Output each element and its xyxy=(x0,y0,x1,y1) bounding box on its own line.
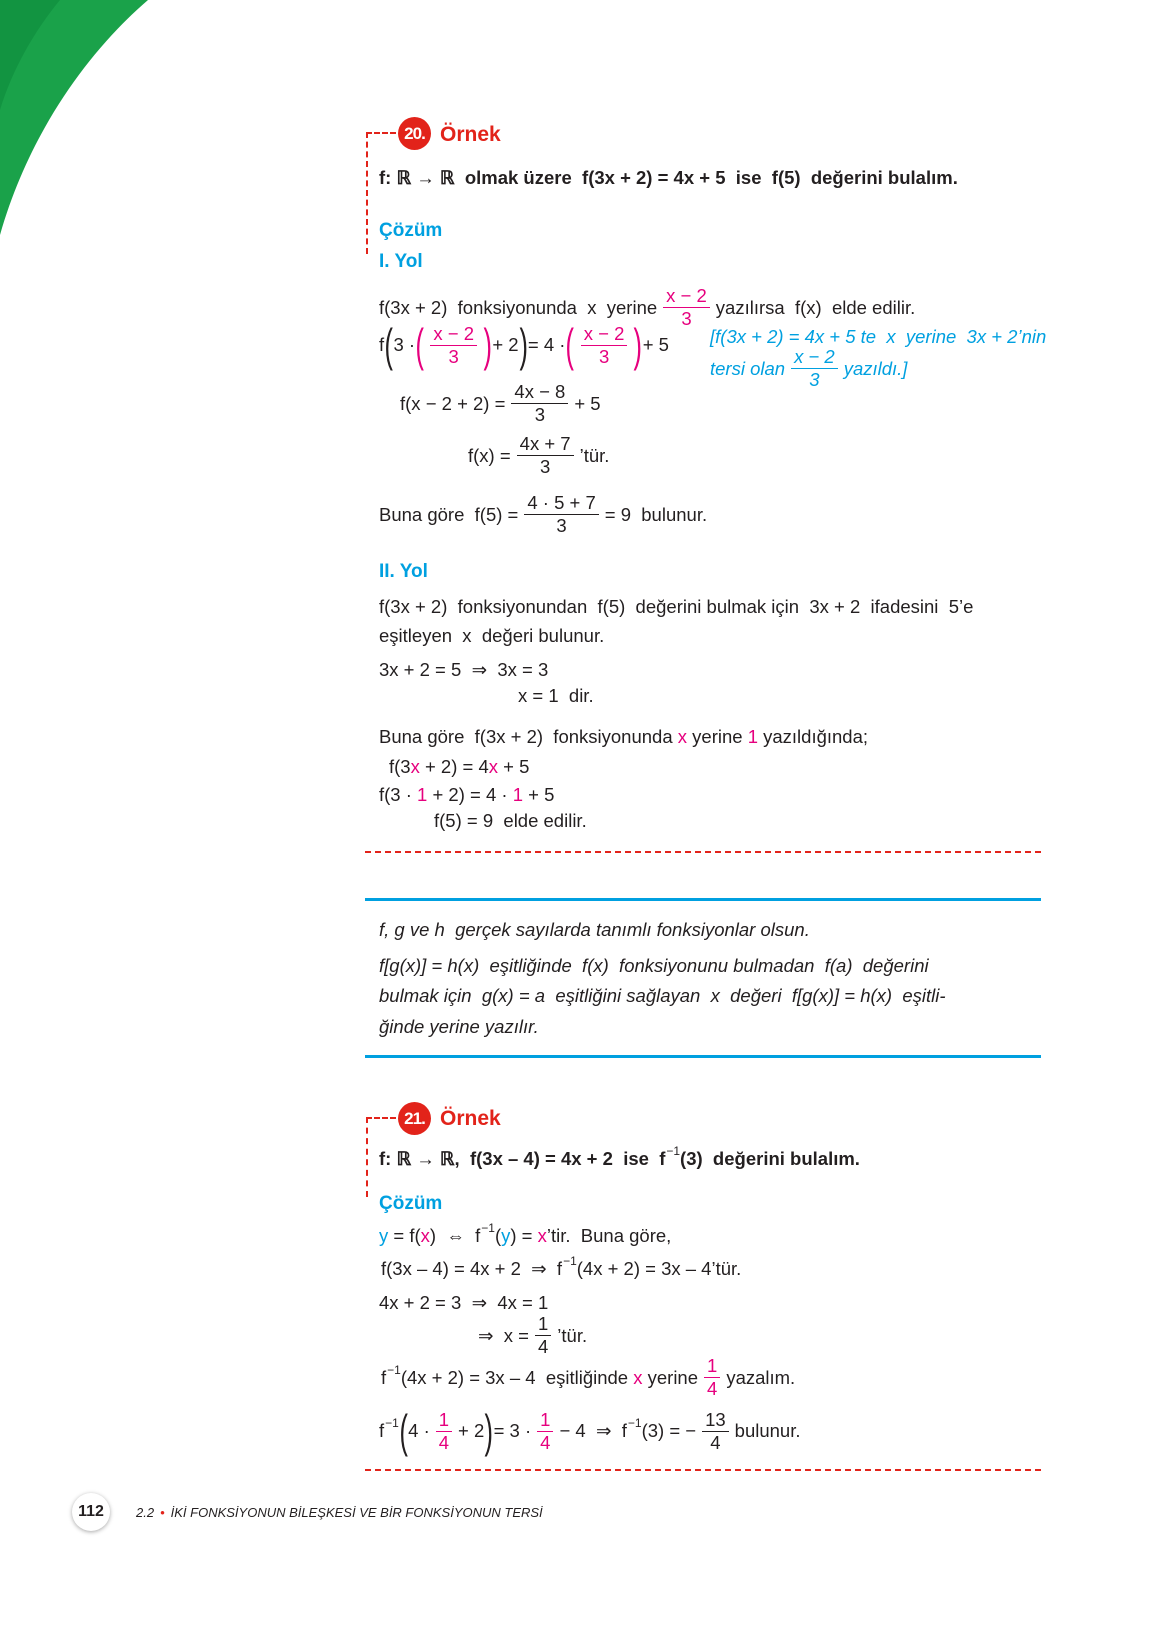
math-text: bulunur. xyxy=(734,1420,801,1441)
fraction xyxy=(663,285,710,330)
highlighted-variable: x xyxy=(488,756,498,777)
solution-line xyxy=(381,1254,742,1281)
blue-text: y xyxy=(501,1225,511,1246)
numerator: x − 2 xyxy=(663,285,710,308)
way-2-label: II. Yol xyxy=(379,561,428,582)
blue-text: yazıldı.] xyxy=(843,357,908,379)
example-bracket-side xyxy=(366,1117,368,1197)
solution-line xyxy=(379,1405,801,1457)
large-parenthesis: ) xyxy=(483,319,492,371)
solution-line xyxy=(379,1221,672,1248)
green-corner-decoration xyxy=(0,0,160,240)
math-text: ğinde yerine yazılır. xyxy=(379,1016,539,1037)
example-bracket-side xyxy=(366,132,368,254)
blue-text: tersi olan xyxy=(710,357,786,379)
math-text: f(x) = xyxy=(468,444,511,466)
math-text: ’tür. xyxy=(579,444,610,466)
bullet-icon: • xyxy=(160,1505,165,1520)
denominator: 3 xyxy=(534,404,546,425)
solution-line xyxy=(434,809,587,833)
math-text: f, g ve h gerçek sayılarda tanımlı fonksiyonlar olsun. xyxy=(379,919,810,940)
example-title: Örnek xyxy=(440,1107,501,1130)
math-text: f xyxy=(379,1420,385,1441)
numerator: 4 · 5 + 7 xyxy=(524,492,598,515)
fraction xyxy=(791,346,838,391)
math-text: x = 1 dir. xyxy=(518,685,594,706)
large-parenthesis: ( xyxy=(384,319,394,371)
numerator: 1 xyxy=(704,1355,720,1378)
highlighted-variable: x xyxy=(633,1366,643,1388)
way-1-label: I. Yol xyxy=(379,251,423,272)
superscript: −1 xyxy=(385,1416,399,1430)
math-text: yerine xyxy=(687,726,748,747)
math-text: = 4 · xyxy=(527,334,566,355)
math-text: (4x + 2) = 3x – 4 eşitliğinde xyxy=(400,1366,634,1388)
denominator: 4 xyxy=(710,1431,721,1453)
superscript: −1 xyxy=(563,1254,577,1268)
math-text: yazılırsa f(x) elde edilir. xyxy=(715,296,916,318)
highlighted-variable: 1 xyxy=(417,784,428,805)
math-text: + 2) = 4 xyxy=(419,756,489,777)
blue-text: y xyxy=(379,1225,389,1246)
solution-line xyxy=(379,725,868,749)
large-parenthesis: ) xyxy=(633,319,643,371)
math-text: − 4 ⇒ f xyxy=(559,1420,627,1441)
solution-line xyxy=(478,1313,587,1358)
math-text: + 2) = 4 · xyxy=(427,784,513,805)
numerator: 1 xyxy=(537,1409,553,1432)
solution-line xyxy=(468,433,609,478)
numerator: 4x + 7 xyxy=(517,433,574,456)
math-text: (4x + 2) = 3x – 4’tür. xyxy=(576,1258,742,1279)
math-text: f[g(x)] = h(x) eşitliğinde f(x) fonksiyonunu bulmadan f(a) değerini xyxy=(379,955,929,976)
solution-line xyxy=(518,684,594,708)
fraction xyxy=(430,323,477,368)
fraction xyxy=(581,323,628,368)
solution-label: Çözüm xyxy=(379,220,443,241)
math-text: yazalım. xyxy=(726,1366,796,1388)
math-text: f(3x + 2) fonksiyonundan f(5) değerini bulmak için 3x + 2 ifadesini 5’e xyxy=(379,596,974,617)
fraction xyxy=(537,1409,553,1454)
solution-line xyxy=(379,783,554,807)
solution-line xyxy=(379,624,604,648)
section-number: 2.2 xyxy=(136,1505,155,1520)
numerator: x − 2 xyxy=(430,323,477,346)
math-text: yazıldığında; xyxy=(757,726,869,747)
chapter-footer xyxy=(136,1505,543,1520)
info-box-top-border xyxy=(365,898,1041,901)
info-line xyxy=(379,954,929,978)
math-text: (3) = − xyxy=(641,1420,697,1441)
math-text: yerine xyxy=(642,1366,699,1388)
math-text: = f( xyxy=(388,1225,421,1246)
example-problem xyxy=(379,166,958,190)
large-parenthesis: ( xyxy=(565,319,575,371)
example-number-badge: 20. xyxy=(398,117,431,150)
blue-text: [f(3x + 2) = 4x + 5 te x yerine 3x + 2’nin xyxy=(710,326,1047,347)
large-parenthesis: ) xyxy=(484,1405,494,1457)
math-text: ’tir. Buna göre, xyxy=(546,1225,672,1246)
bold-text: f: ℝ → ℝ, f(3x – 4) = 4x + 2 ise f xyxy=(379,1148,666,1169)
denominator: 3 xyxy=(598,345,610,367)
math-text: ) = xyxy=(510,1225,538,1246)
math-text: Buna göre f(3x + 2) fonksiyonunda xyxy=(379,726,678,747)
numerator: 1 xyxy=(535,1313,551,1336)
fraction xyxy=(702,1409,729,1454)
info-box-bottom-border xyxy=(365,1055,1041,1058)
math-text: 3 · xyxy=(393,334,416,355)
fraction xyxy=(535,1313,551,1358)
fraction xyxy=(704,1355,720,1400)
math-text: 4 · xyxy=(408,1420,430,1441)
denominator: 3 xyxy=(556,515,567,536)
math-text: f(5) = 9 elde edilir. xyxy=(434,810,587,831)
info-line xyxy=(379,984,946,1008)
math-text: 4x + 2 = 3 ⇒ 4x = 1 xyxy=(379,1292,549,1313)
solution-line xyxy=(381,1355,795,1400)
math-text: 3x + 2 = 5 ⇒ 3x = 3 xyxy=(379,659,549,680)
math-text: f xyxy=(381,1366,387,1388)
math-text: + 5 xyxy=(642,334,669,355)
note-line xyxy=(710,346,907,391)
fraction xyxy=(436,1409,452,1454)
math-text: = 9 bulunur. xyxy=(604,503,708,525)
numerator: x − 2 xyxy=(581,323,628,346)
numerator: x − 2 xyxy=(791,346,838,369)
math-text: Buna göre f(5) = xyxy=(379,503,519,525)
math-text: + 2 xyxy=(492,334,519,355)
info-line xyxy=(379,1015,539,1039)
math-text: + 5 xyxy=(498,756,530,777)
example-bracket-top xyxy=(366,132,396,134)
highlighted-variable: x xyxy=(410,756,420,777)
highlighted-variable: x xyxy=(420,1225,430,1246)
numerator: 13 xyxy=(702,1409,729,1432)
solution-label: Çözüm xyxy=(379,1193,443,1214)
numerator: 1 xyxy=(436,1409,452,1432)
denominator: 4 xyxy=(707,1378,718,1399)
math-text: f(3x + 2) fonksiyonunda x yerine xyxy=(379,296,658,318)
math-text: f xyxy=(379,334,385,355)
math-text: ’tür. xyxy=(557,1324,588,1346)
example-title: Örnek xyxy=(440,123,501,146)
bold-text: f: ℝ → ℝ olmak üzere f(3x + 2) = 4x + 5 ise f(5) değerini bulalım. xyxy=(379,167,958,188)
superscript: −1 xyxy=(666,1144,681,1158)
fraction xyxy=(511,381,568,426)
superscript: −1 xyxy=(481,1221,495,1235)
denominator: 3 xyxy=(539,456,551,477)
divider xyxy=(365,851,1041,853)
denominator: 3 xyxy=(809,369,820,390)
math-text: bulmak için g(x) = a eşitliğini sağlayan x değeri f[g(x)] = h(x) eşitli- xyxy=(379,985,946,1006)
math-text: f(3 · xyxy=(379,784,418,805)
denominator: 4 xyxy=(438,1431,450,1453)
large-parenthesis: ( xyxy=(415,319,424,371)
denominator: 3 xyxy=(681,308,692,329)
math-text: = 3 · xyxy=(493,1420,532,1441)
math-text: f(3x – 4) = 4x + 2 ⇒ f xyxy=(381,1258,563,1279)
solution-line xyxy=(379,658,548,682)
fraction xyxy=(517,433,574,478)
chapter-title: İKİ FONKSİYONUN BİLEŞKESİ VE BİR FONKSİYONUN TERSİ xyxy=(170,1505,543,1520)
fraction xyxy=(524,492,598,537)
divider xyxy=(365,1469,1041,1471)
denominator: 4 xyxy=(537,1336,549,1357)
solution-line xyxy=(389,755,529,779)
math-text: f(x − 2 + 2) = xyxy=(400,392,506,414)
math-text: ( xyxy=(494,1225,502,1246)
math-text: ) ⇔ f xyxy=(429,1225,481,1246)
example-problem xyxy=(379,1144,860,1171)
bold-text: (3) değerini bulalım. xyxy=(680,1148,860,1169)
solution-line xyxy=(379,319,669,371)
page-number: 112 xyxy=(72,1493,110,1531)
example-number-badge: 21. xyxy=(398,1102,431,1135)
solution-line xyxy=(379,492,707,537)
math-text: + 2 xyxy=(458,1420,485,1441)
large-parenthesis: ( xyxy=(399,1405,408,1457)
math-text: + 5 xyxy=(522,784,555,805)
math-text: ⇒ x = xyxy=(478,1324,529,1346)
highlighted-variable: 1 xyxy=(512,784,523,805)
example-bracket-top xyxy=(366,1117,396,1119)
info-line xyxy=(379,918,810,942)
highlighted-variable: 1 xyxy=(747,726,758,747)
denominator: 3 xyxy=(448,345,459,367)
math-text: f(3 xyxy=(389,756,411,777)
numerator: 4x − 8 xyxy=(511,381,568,404)
solution-line xyxy=(379,1291,548,1315)
superscript: −1 xyxy=(387,1362,401,1377)
large-parenthesis: ) xyxy=(519,319,528,371)
superscript: −1 xyxy=(627,1416,642,1430)
solution-line xyxy=(400,381,601,426)
denominator: 4 xyxy=(540,1431,551,1453)
highlighted-variable: x xyxy=(537,1225,547,1246)
solution-line xyxy=(379,595,973,619)
math-text: + 5 xyxy=(574,392,601,414)
highlighted-variable: x xyxy=(677,726,688,747)
math-text: eşitleyen x değeri bulunur. xyxy=(379,625,605,646)
